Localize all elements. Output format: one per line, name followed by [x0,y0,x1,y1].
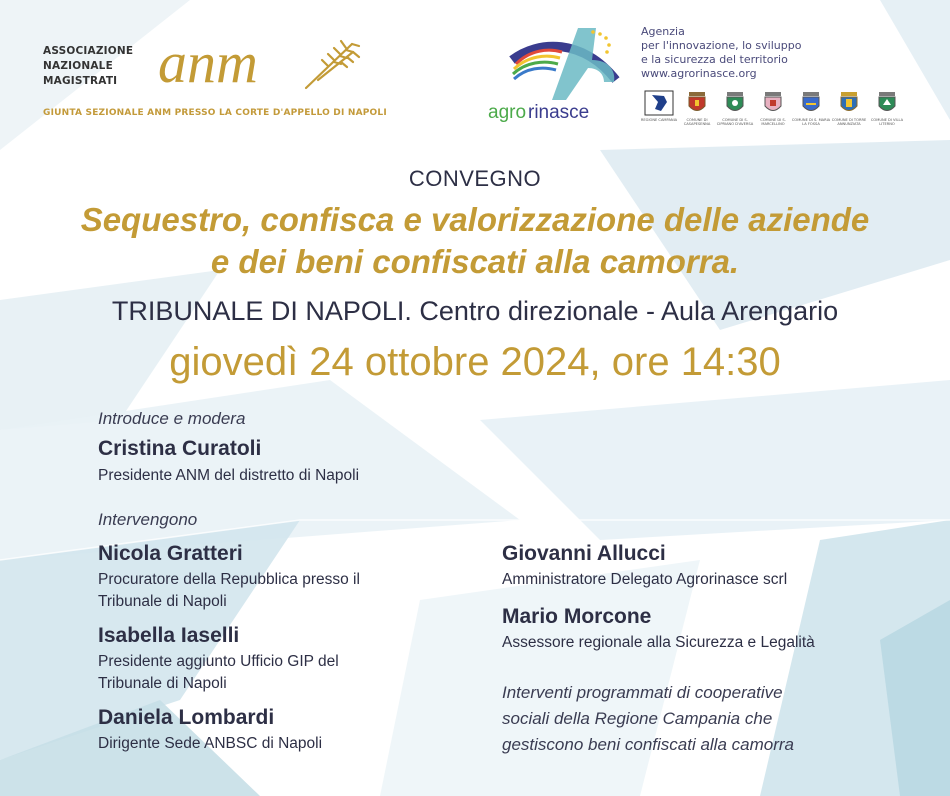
speaker-name: Mario Morcone [502,605,652,628]
event-title: Sequestro, confisca e valorizzazione delle aziende e dei beni confiscati alla camorra. [80,201,870,280]
moderator-name: Cristina Curatoli [98,437,262,460]
svg-text:anm: anm [158,30,258,95]
santa-maria-la-fossa-crest-icon: COMUNE DI S. MARIA LA FOSSA [791,90,831,126]
speaker-name: Daniela Lombardi [98,706,275,729]
event-venue: TRIBUNALE DI NAPOLI. Centro direzionale - Aula Arengario [111,296,839,326]
speaker-name: Nicola Gratteri [98,542,243,565]
speaker-role: Dirigente Sede ANBSC di Napoli [98,735,323,752]
san-cipriano-crest-icon: COMUNE DI S. CIPRIANO D'AVERSA [715,90,755,126]
casapesenna-crest-icon: COMUNE DI CASAPESENNA [677,90,717,126]
svg-text:rinasce: rinasce [528,102,590,123]
wheat-icon [306,41,359,88]
regione-campania-logo-icon: REGIONE CAMPANIA [639,90,679,122]
san-marcellino-crest-icon: COMUNE DI S. MARCELLINO [753,90,793,126]
speakers-label: Intervengono [98,510,198,529]
agrorinasce-description: Agenzia per l'innovazione, lo sviluppo e la sicurezza del territorio www.agrorinasce.org [641,25,802,80]
speaker-role: Amministratore Delegato Agrorinasce scrl [502,571,788,588]
programmed-interventions-note: Interventi programmati di cooperative sociali della Regione Campania che gestiscono beni confiscati alla camorra [502,683,794,754]
event-date: giovedì 24 ottobre 2024, ore 14:30 [169,340,781,384]
speaker-name: Isabella Iaselli [98,624,240,647]
agrorinasce-url[interactable]: www.agrorinasce.org [641,67,757,80]
speaker-role: Procuratore della Repubblica presso il Tribunale di Napoli [98,571,360,610]
anm-logo [156,30,366,100]
speaker-role: Presidente aggiunto Ufficio GIP del Tribunale di Napoli [98,653,339,692]
municipal-crests [639,90,909,134]
moderator-role: Presidente ANM del distretto di Napoli [98,467,360,484]
speaker-role: Assessore regionale alla Sicurezza e Legalità [502,634,815,651]
agrorinasce-logo [488,20,638,125]
anm-association-name: ASSOCIAZIONE NAZIONALE MAGISTRATI [43,45,134,87]
moderator-label: Introduce e modera [98,409,246,428]
event-kicker: CONVEGNO [408,166,542,191]
anm-giunta-text: GIUNTA SEZIONALE ANM PRESSO LA CORTE D'APPELLO DI NAPOLI [43,108,387,118]
svg-text:agro: agro [488,102,527,123]
torre-annunziata-crest-icon: COMUNE DI TORRE ANNUNZIATA [829,90,869,126]
speaker-name: Giovanni Allucci [502,542,666,565]
villa-literno-crest-icon: COMUNE DI VILLA LITERNO [867,90,907,126]
